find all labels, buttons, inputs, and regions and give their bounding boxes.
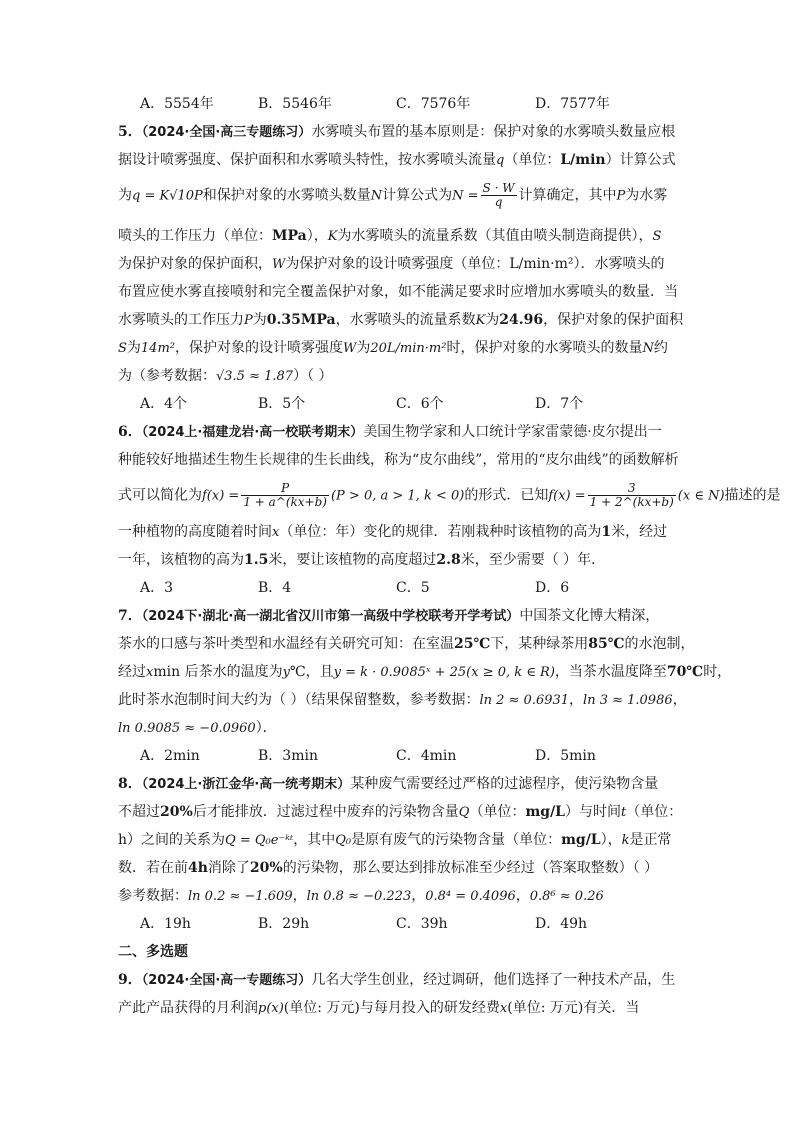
q9-number: 9． (118, 972, 142, 988)
text: h）之间的关系为 (118, 832, 226, 848)
value: 14m² (140, 341, 175, 356)
q5-line-1 (118, 122, 675, 143)
math: ln 0.2 ≈ −1.609 (188, 889, 293, 904)
q8-options (140, 914, 700, 934)
q6-line-1 (118, 422, 662, 443)
value: 1 (601, 524, 612, 540)
q7-line-1 (118, 606, 659, 627)
fraction-sw-q (481, 182, 517, 209)
text: 时，保护对象的水雾喷头的数量 (446, 340, 643, 356)
text: ，当茶水温度降至 (554, 664, 667, 680)
text: ，保护对象的保护面积 (543, 312, 684, 328)
text: 数．若在前 (118, 860, 188, 876)
q6-option-d[interactable]: D．6 (535, 580, 570, 596)
math: 0.8⁴ = 0.4096 (425, 889, 516, 904)
q4-option-d[interactable]: D．7577年 (535, 96, 610, 112)
value: 20L/min·m² (370, 341, 447, 356)
q5-line-2 (118, 150, 676, 171)
value: 2.8 (436, 552, 461, 568)
text: 消除了 (207, 860, 250, 876)
q6-option-b[interactable]: B．4 (258, 580, 292, 596)
q9-line-1 (118, 970, 675, 991)
q4-option-c[interactable]: C．7576年 (396, 96, 471, 112)
text: （单位： (469, 804, 526, 820)
denominator: 1 + 2^(kx+b) (589, 495, 674, 509)
text: 为 (118, 187, 132, 204)
text: ）与时间 (565, 804, 622, 820)
math: k (621, 833, 630, 848)
q8-line-4 (118, 858, 658, 878)
value: 24.96 (499, 312, 544, 328)
text: 一年，该植物的高为 (118, 552, 244, 568)
text: 和保护对象的水雾喷头数量 (202, 187, 371, 204)
text: ）计算公式 (605, 152, 676, 168)
text: ）．水雾喷头的 (573, 256, 665, 272)
math: x (146, 665, 154, 680)
q5-line-8 (118, 338, 668, 359)
text: 产此产品获得的月利润 (118, 1000, 258, 1016)
formula: Q = Q₀e⁻ᵏᵗ (225, 833, 294, 848)
q8-option-a[interactable]: A．19h (140, 916, 191, 932)
q7-options (140, 746, 700, 766)
section-heading-multiple-choice: 二、多选题 (118, 944, 188, 960)
text: （单位：年）变化的规律．若刚栽种时该植物的高为 (279, 524, 602, 540)
math: W (343, 341, 357, 356)
q7-number: 7． (118, 608, 142, 624)
math: p(x) (258, 1001, 284, 1016)
text: 是原有废气的污染物含量（单位： (351, 832, 562, 848)
q7-source: （2024下·湖北·高一湖北省汉川市第一高级中学校联考开学考试） (141, 609, 520, 624)
q5-option-a[interactable]: A．4个 (140, 396, 188, 412)
text: 米，至少需要（ ）年． (460, 552, 606, 568)
math: 0.8⁶ ≈ 0.26 (529, 889, 604, 904)
q8-source: （2024上·浙江金华·高一统考期末） (141, 777, 351, 792)
q5-line-4 (118, 226, 661, 247)
q5-option-b[interactable]: B．5个 (258, 396, 306, 412)
q5-options (140, 394, 700, 414)
unit: MPa (272, 228, 307, 244)
q7-option-b[interactable]: B．3min (258, 748, 318, 764)
text: 为水雾 (625, 187, 668, 204)
math: y (282, 665, 290, 680)
text: 的水泡制， (624, 636, 695, 652)
fraction-pearl (241, 482, 329, 509)
text: 布置应使水雾直接喷射和完全覆盖保护对象，如不能满足要求时应增加水雾喷头的数量．当 (118, 284, 678, 300)
q9-text: 几名大学生创业，经过调研，他们选择了一种技术产品，生 (311, 972, 676, 988)
text: (单位: 万元)与每月投入的研发经费 (283, 1000, 500, 1016)
q5-number: 5． (118, 124, 142, 140)
q6-option-c[interactable]: C．5 (396, 580, 430, 596)
text: 式可以简化为 (118, 487, 202, 504)
value: 0.35MPa (266, 312, 336, 328)
text: ， (569, 692, 584, 708)
q7-line-5 (118, 718, 277, 739)
text: 米，经过 (611, 524, 668, 540)
text: 为 (126, 340, 141, 356)
q8-option-c[interactable]: C．39h (396, 916, 448, 932)
math: ln 2 ≈ 0.6931 (479, 693, 570, 708)
formula-q: q = K√10P (132, 188, 203, 204)
text: ，水雾喷头的流量系数 (335, 312, 476, 328)
q6-text: 美国生物学家和人口统计学家雷蒙德·皮尔提出一 (363, 424, 662, 440)
math: ln 3 ≈ 1.0986 (583, 693, 673, 708)
text: 不超过 (118, 804, 160, 820)
math: ln 0.9085 ≈ −0.0960 (118, 721, 256, 736)
value: 20% (160, 804, 193, 820)
text: 此时茶水泡制时间大约为（ ）（结果保留整数，参考数据： (118, 692, 480, 708)
q7-line-3 (118, 662, 731, 683)
math: S (652, 229, 662, 244)
numerator: P (241, 482, 329, 496)
math: (P > 0, a > 1, k < 0) (330, 488, 465, 504)
text: 约 (653, 340, 668, 356)
value: 20% (249, 860, 283, 876)
value: 85℃ (588, 636, 625, 652)
q6-line-3 (118, 482, 781, 509)
q7-option-c[interactable]: C．4min (396, 748, 457, 764)
text: ）． (255, 720, 277, 736)
denominator: q (494, 195, 503, 209)
text: ， (292, 888, 307, 904)
text: ，其中 (293, 832, 336, 848)
text: 的污染物，那么要达到排放标准至少经过（答案取整数）（ ） (282, 860, 659, 876)
value: 1.5 (244, 552, 269, 568)
q6-source: （2024上·福建龙岩·高一校联考期末） (141, 425, 364, 440)
math: S (118, 341, 127, 356)
unit: L/min (560, 152, 606, 168)
text: ）， (600, 832, 622, 848)
q5-line-3 (118, 182, 667, 209)
text: 经过 (118, 664, 146, 680)
math: P (244, 313, 253, 328)
text: 喷头的工作压力（单位： (118, 228, 272, 244)
math: Q (458, 805, 470, 820)
q6-option-a[interactable]: A．3 (140, 580, 174, 596)
q5-source: （2024·全国·高三专题练习） (141, 125, 312, 140)
math: q (496, 153, 505, 168)
text: 米，要让该植物的高度超过 (268, 552, 437, 568)
unit: L/min·m² (509, 256, 574, 272)
text: (单位: 万元)有关．当 (507, 1000, 640, 1016)
q6-number: 6． (118, 424, 142, 440)
text: ， (515, 888, 530, 904)
math: (x ∈ N) (677, 488, 725, 504)
q8-text: 某种废气需要经过严格的过滤程序，使污染物含量 (350, 776, 659, 792)
text: 据设计喷雾强度、保护面积和水雾喷头特性，按水雾喷头流量 (118, 152, 496, 168)
q6-line-5 (118, 550, 605, 570)
text: （单位： (626, 804, 683, 820)
q9-line-2 (118, 998, 639, 1019)
text: 的形式．已知 (464, 487, 549, 504)
q4-options (140, 94, 700, 114)
unit: mg/L (525, 804, 566, 820)
math: ln 0.8 ≈ −0.223 (306, 889, 412, 904)
text: min 后茶水的温度为 (153, 664, 283, 680)
q6-line-4 (118, 522, 667, 543)
text: 种能较好地描述生物生长规律的生长曲线，称为“皮尔曲线”，常用的“皮尔曲线”的函数解析 (118, 452, 679, 468)
math: N (370, 188, 383, 204)
text: ，保护对象的设计喷雾强度 (175, 340, 343, 356)
q9-source: （2024·全国·高一专题练习） (141, 973, 312, 988)
value: 70℃ (666, 664, 704, 680)
math: K (327, 229, 338, 244)
text: 下，某种绿茶用 (490, 636, 589, 652)
math: K (475, 313, 486, 328)
numerator: S · W (482, 181, 515, 195)
q6-line-2 (118, 450, 679, 470)
math: Q₀ (335, 833, 352, 848)
q8-line-5 (118, 886, 604, 907)
q8-option-b[interactable]: B．29h (258, 916, 310, 932)
text: ， (672, 692, 687, 708)
text: 描述的是 (724, 487, 781, 504)
numerator: 3 (588, 482, 676, 496)
text: 为保护对象的保护面积， (118, 256, 272, 272)
text: 计算公式为 (382, 187, 453, 204)
value: 25℃ (454, 636, 491, 652)
q5-text: 水雾喷头布置的基本原则是：保护对象的水雾喷头数量应根 (311, 124, 676, 140)
q4-option-a[interactable]: A．5554年 (140, 96, 214, 112)
math: x (272, 525, 280, 540)
math: x (499, 1001, 508, 1016)
math: P (616, 188, 626, 204)
q7-text: 中国茶文化博大精深， (519, 608, 660, 624)
q5-line-5 (118, 254, 665, 275)
text: ）（ ） (293, 368, 333, 384)
text: ℃，且 (289, 664, 334, 680)
math: f(x) = (548, 488, 586, 504)
q7-option-a[interactable]: A．2min (140, 748, 200, 764)
q8-option-d[interactable]: D．49h (535, 916, 588, 932)
text: 为 (356, 340, 371, 356)
text: 为 (252, 312, 267, 328)
text: 后才能排放．过滤过程中废弃的污染物含量 (192, 804, 459, 820)
text: （单位： (504, 152, 561, 168)
math: √3.5 ≈ 1.87 (216, 369, 294, 384)
text: 为保护对象的设计喷雾强度（单位： (285, 256, 510, 272)
fraction-given (588, 482, 676, 509)
value: 4h (188, 860, 208, 876)
q8-number: 8． (118, 776, 142, 792)
q5-option-c[interactable]: C．6个 (396, 396, 444, 412)
math: W (272, 257, 286, 272)
text: 茶水的口感与茶叶类型和水温经有关研究可知：在室温 (118, 636, 454, 652)
text: 是正常 (629, 832, 672, 848)
text: ）， (306, 228, 328, 244)
denominator: 1 + a^(kx+b) (243, 495, 327, 509)
q5-line-6 (118, 282, 678, 302)
text: 水雾喷头的工作压力 (118, 312, 244, 328)
text: 为 (485, 312, 500, 328)
q7-line-4 (118, 690, 687, 711)
text: 为水雾喷头的流量系数（其值由喷头制造商提供）， (337, 228, 653, 244)
math: f(x) = (202, 488, 240, 504)
q6-options (140, 578, 700, 598)
formula: y = k · 0.9085ˣ + 25(x ≥ 0, k ∈ R) (333, 665, 555, 680)
q7-line-2 (118, 634, 695, 654)
q5-line-9 (118, 366, 333, 387)
q8-line-3 (118, 830, 672, 851)
q8-line-1 (118, 774, 658, 795)
text: 参考数据： (118, 888, 188, 904)
math: t (621, 805, 627, 820)
text: 时， (703, 664, 732, 680)
math: N (642, 341, 654, 356)
unit: mg/L (561, 832, 601, 848)
q5-line-7 (118, 310, 683, 331)
q8-line-2 (118, 802, 682, 823)
text: 为（参考数据： (118, 368, 216, 384)
text: 计算确定，其中 (518, 187, 617, 204)
q4-option-b[interactable]: B．5546年 (258, 96, 332, 112)
q7-option-d[interactable]: D．5min (535, 748, 596, 764)
text: 一种植物的高度随着时间 (118, 524, 272, 540)
text: ， (411, 888, 426, 904)
math: N = (452, 188, 479, 204)
q5-option-d[interactable]: D．7个 (535, 396, 584, 412)
